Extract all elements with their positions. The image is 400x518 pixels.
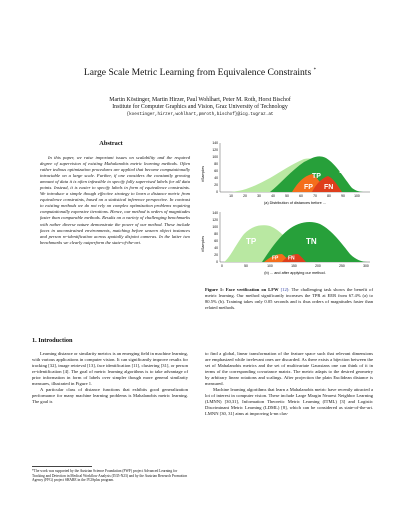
panel-a-xtick: 40 [271,194,275,198]
panel-a-ytick: 60 [214,169,218,173]
panel-a-ytick: 140 [212,141,218,145]
figure-1-plots [200,140,372,288]
caption-title: Face verification on LFW [225,287,279,292]
panel-b-ytick: 20 [214,253,218,257]
panel-b-ytick: 40 [214,246,218,250]
panel-b-fp-label: FP [272,255,279,262]
panel-a-ytick: 100 [212,155,218,159]
affiliation: Institute for Computer Graphics and Vision, Graz University of Technology [112,104,288,111]
panel-b-ytick: 60 [214,239,218,243]
panel-b-tn-label: TN [306,237,317,246]
author-list: Martin Köstinger, Martin Hirzer, Paul Wohlhart, Peter M. Roth, Horst Bischof [109,97,291,103]
introduction-body [32,351,188,405]
panel-a-xtick: 10 [229,194,233,198]
panel-b [201,211,370,275]
panel-b-ylabel: #Samples [201,236,205,252]
caption-label: Figure 1: [205,287,224,292]
panel-b-xtick: 150 [291,264,297,268]
panel-a-ylabel: #Samples [201,166,205,182]
intro-paragraph-1: Learning distance or similarity metrics is an emerging field in machine learning, with various applications in computer vision. It can significantly improve results for tracking [32], image retrieval [13], face identification [11], clustering [31], or person re-identification [4]. The goal of metric learning algorithms is to take advantage of prior information in form of labels over simpler though more general similarity measures, illustrated in Figure 1. [32,351,188,387]
caption-citation[interactable]: [12] [280,287,289,292]
panel-b-fn-label: FN [288,255,295,262]
panel-b-ytick: 0 [216,260,218,264]
abstract-text: In this paper, we raise important issues on scalability and the required degree of supervision of existing Mahalanobis metric learning methods. Often rather tedious optimization procedures are applied that become computationally intractable on a large scale. Further, if one considers the constantly growing amount of data it is often infeasible to specify fully supervised labels for all data points. Instead, it is easier to specify labels in form of equivalence constraints. We introduce a simple though effective strategy to learn a distance metric from equivalence constraints, based on a statistical inference perspective. In contrast to existing methods we do not rely on complex optimization problems requiring computationally expensive iterations. Hence, our method is orders of magnitudes faster than comparable methods. Results on a variety of challenging benchmarks with rather diverse nature demonstrate the power of our method. These include faces in unconstrained environments, matching before unseen object instances and person re-identification across spatially disjoint cameras. In the latter two benchmarks we clearly outperform the state-of-the-art. [40,155,190,245]
caption-text: : The challenging task shows the benefit of metric learning. Our method significantly increases the TPR at EER from 67.4% (a) to 80.5% (b). Training takes only 0.05 seconds and is thus orders of magnitudes faster than related methods. [205,287,373,311]
footnote-rule [32,466,92,467]
panel-b-xtick: 100 [267,264,273,268]
panel-a-ytick: 120 [212,148,218,152]
panel-a-yticks [212,141,218,194]
panel-b-xtick: 200 [315,264,321,268]
panel-a-xtick: 60 [299,194,303,198]
author-emails: {koestinger,hirzer,wohlhart,pmroth,bischof}@icg.tugraz.at [126,112,274,117]
panel-b-xtick: 300 [363,264,369,268]
panel-b-yticks [212,211,218,264]
panel-b-xtick: 0 [221,264,223,268]
right-paragraph-2: Machine learning algorithms that learn a Mahalanobis metric have recently attracted a lot of interest in computer vision. These include Large Margin Nearest Neighbor Learning (LMNN) [30,31], Information Theoretic Metric Learning (ITML) [3] and Logistic Discriminant Metric Learning (LDML) [8], which can be considered as state-of-the-art. LMNN [30, 31] aims at improving k-nn clas- [205,387,373,417]
panel-a-ytick: 20 [214,183,218,187]
right-column-body [205,351,373,418]
panel-a-xtick: 50 [285,194,289,198]
panel-b-ytick: 80 [214,232,218,236]
panel-a-ytick: 0 [216,190,218,194]
panel-a-sublabel: (a) Distribution of distances before ... [263,201,327,205]
paper-title: Large Scale Metric Learning from Equivalence Constraints * [83,67,317,78]
panel-b-xtick: 250 [339,264,345,268]
panel-a-xticks [229,194,360,198]
panel-b-ytick: 120 [212,218,218,222]
right-paragraph-1: to find a global, linear transformation of the feature space such that relevant dimensions are emphasized while irrelevant ones are discarded. As there exists a bijection between the set of Mahalanobis metrics and the set of multivariate Gaussians one can think of it in terms of the corresponding covariance matrix. The metric adapts to the desired geometry by arbitrary linear rotations and scalings. After projection the plain Euclidean distance is measured. [205,351,373,387]
panel-a-tp-label: TP [312,173,321,180]
panel-a-xtick: 30 [257,194,261,198]
panel-b-ytick: 100 [212,225,218,229]
footnote: *The work was supported by the Austrian Science Foundation (FWF) project Advanced Learning for Tracking and Detection in Medical Workflow Analysis (I535-N23) and by the Austrian Research Promotion Agency (FFG) project SHARE in the IV2Splus program. [32,469,188,483]
figure-1 [200,140,372,293]
panel-b-sublabel: (b) ... and after applying our method. [264,271,326,275]
panel-b-ytick: 140 [212,211,218,215]
intro-paragraph-2: A particular class of distance functions that exhibits good generalization performance for many machine learning problems is Mahalanobis metric learning. The goal is [32,387,188,405]
panel-b-tp-label: TP [246,237,257,246]
panel-b-xticks [221,264,369,268]
introduction-heading: 1. Introduction [32,337,73,344]
figure-1-caption [205,287,373,311]
panel-a-xtick: 70 [313,194,317,198]
panel-a [201,141,370,205]
panel-a-xtick: 100 [354,194,360,198]
panel-a-tn-label: TN [338,168,348,175]
panel-a-fp-label: FP [304,184,313,191]
panel-a-xtick: 90 [341,194,345,198]
abstract-heading: Abstract [99,140,123,147]
panel-a-xtick: 80 [327,194,331,198]
panel-b-xtick: 50 [244,264,248,268]
author-block [30,97,370,112]
panel-a-xtick: 20 [243,194,247,198]
title-footnote-mark: * [313,67,317,73]
panel-a-ytick: 80 [214,162,218,166]
panel-a-fn-label: FN [324,184,334,191]
panel-a-ytick: 40 [214,176,218,180]
